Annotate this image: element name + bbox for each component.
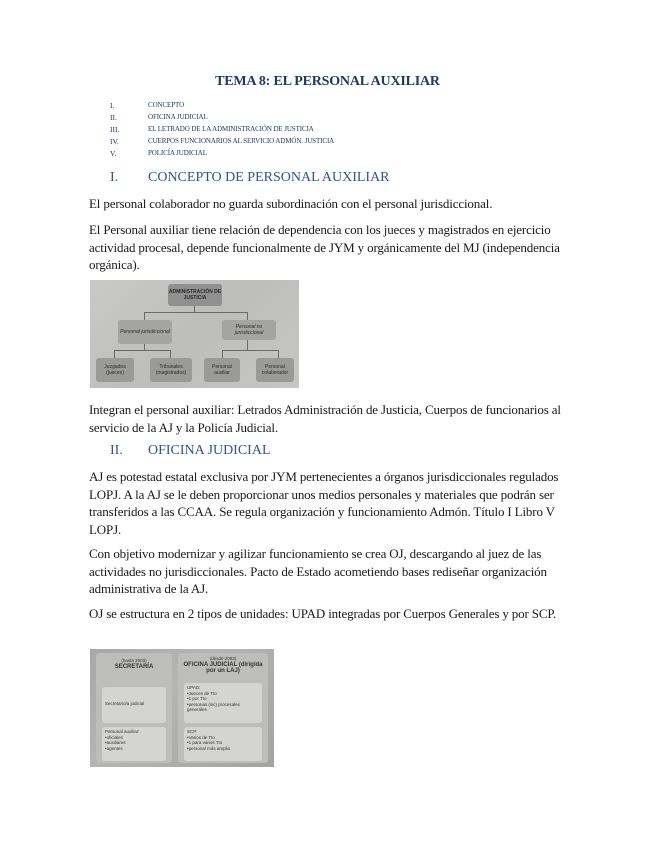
chart-leaf-personal-auxiliar: Personal auxiliar [204, 358, 240, 382]
chart-node-no-jurisdiccional: Personal no jurisdiccional [222, 320, 276, 340]
toc-item [110, 135, 334, 147]
toc-item [110, 147, 334, 159]
org-chart-figure [90, 280, 299, 388]
oficina-judicial-comparison-figure [90, 649, 274, 767]
section-number: I. [110, 170, 119, 185]
toc-item [110, 99, 334, 111]
section-heading-concepto [110, 170, 390, 186]
paragraph: El personal colaborador no guarda subordinación con el personal jurisdiccional. [89, 196, 493, 211]
toc-text: OFICINA JUDICIAL [148, 113, 208, 121]
document-title: TEMA 8: EL PERSONAL AUXILIAR [215, 74, 440, 89]
section-title: CONCEPTO DE PERSONAL AUXILIAR [148, 170, 390, 185]
toc-number: IV. [110, 136, 119, 146]
paragraph: OJ se estructura en 2 tipos de unidades: UPAD integradas por Cuerpos Generales y por SCP. [89, 606, 557, 621]
toc-number: III. [110, 124, 120, 134]
toc-text: EL LETRADO DE LA ADMINISTRACIÓN DE JUSTICIA [148, 125, 314, 133]
chart-leaf-juzgados: Juzgados (jueces) [96, 358, 134, 382]
toc-number: V. [110, 148, 117, 158]
toc-text: CUERPOS FUNCIONARIOS AL SERVICIO ADMÓN. JUSTICIA [148, 137, 335, 145]
column-header-left: (hasta 2003) SECRETARÍA [114, 658, 154, 670]
chart-leaf-personal-colaborador: Personal colaborador [256, 358, 294, 382]
table-of-contents [110, 99, 334, 159]
column-header-right: (desde 2003) OFICINA JUDICIAL (dirigida por un LAJ) [183, 656, 263, 674]
chart-node-jurisdiccional: Personal jurisdiccional [118, 320, 172, 344]
toc-number: II. [110, 112, 117, 122]
toc-text: CONCEPTO [148, 101, 185, 109]
toc-item [110, 123, 334, 135]
cell-upad: UPAD: •Jueces de Tto •1 por Tto •personas (sic) procesales generales [184, 683, 262, 723]
chart-leaf-tribunales: Tribunales (magistrados) [150, 358, 192, 382]
cell-personal-auxiliar: Personal auxiliar: •oficiales •auxiliares •agentes [102, 727, 166, 761]
chart-root-node: ADMINISTRACIÓN DE JUSTICIA [168, 284, 222, 306]
paragraph: Integran el personal auxiliar: Letrados Administración de Justicia, Cuerpos de funcionarios al servicio de la AJ y la Policía Judicial. [89, 402, 561, 435]
toc-number: I. [110, 100, 115, 110]
cell-scp: SCP: •Varios de Tto •1 para varios Tto •personal más amplio [184, 727, 262, 761]
toc-text: POLICÍA JUDICIAL [148, 149, 207, 157]
section-title: OFICINA JUDICIAL [148, 443, 271, 458]
paragraph: El Personal auxiliar tiene relación de dependencia con los jueces y magistrados en ejercicio actividad procesal, depende funcionalmente de JYM y orgánicamente del MJ (independencia orgánica). [89, 222, 560, 272]
section-number: II. [110, 443, 123, 458]
section-heading-oficina-judicial [110, 443, 271, 459]
cell-secretario: Secretario/a judicial [102, 687, 166, 723]
paragraph: Con objetivo modernizar y agilizar funcionamiento se crea OJ, descargando al juez de las actividades no jurisdiccionales. Pacto de Estado acometiendo bases rediseñar organización administrativa de la AJ. [89, 546, 547, 596]
paragraph: AJ es potestad estatal exclusiva por JYM pertenecientes a órganos jurisdiccionales regulados LOPJ. A la AJ se le deben proporcionar unos medios personales y materiales que podrán ser transferidos a las CCAA. Se regula organización y funcionamiento Admón. Título I Libro V LOPJ. [89, 469, 559, 537]
toc-item [110, 111, 334, 123]
